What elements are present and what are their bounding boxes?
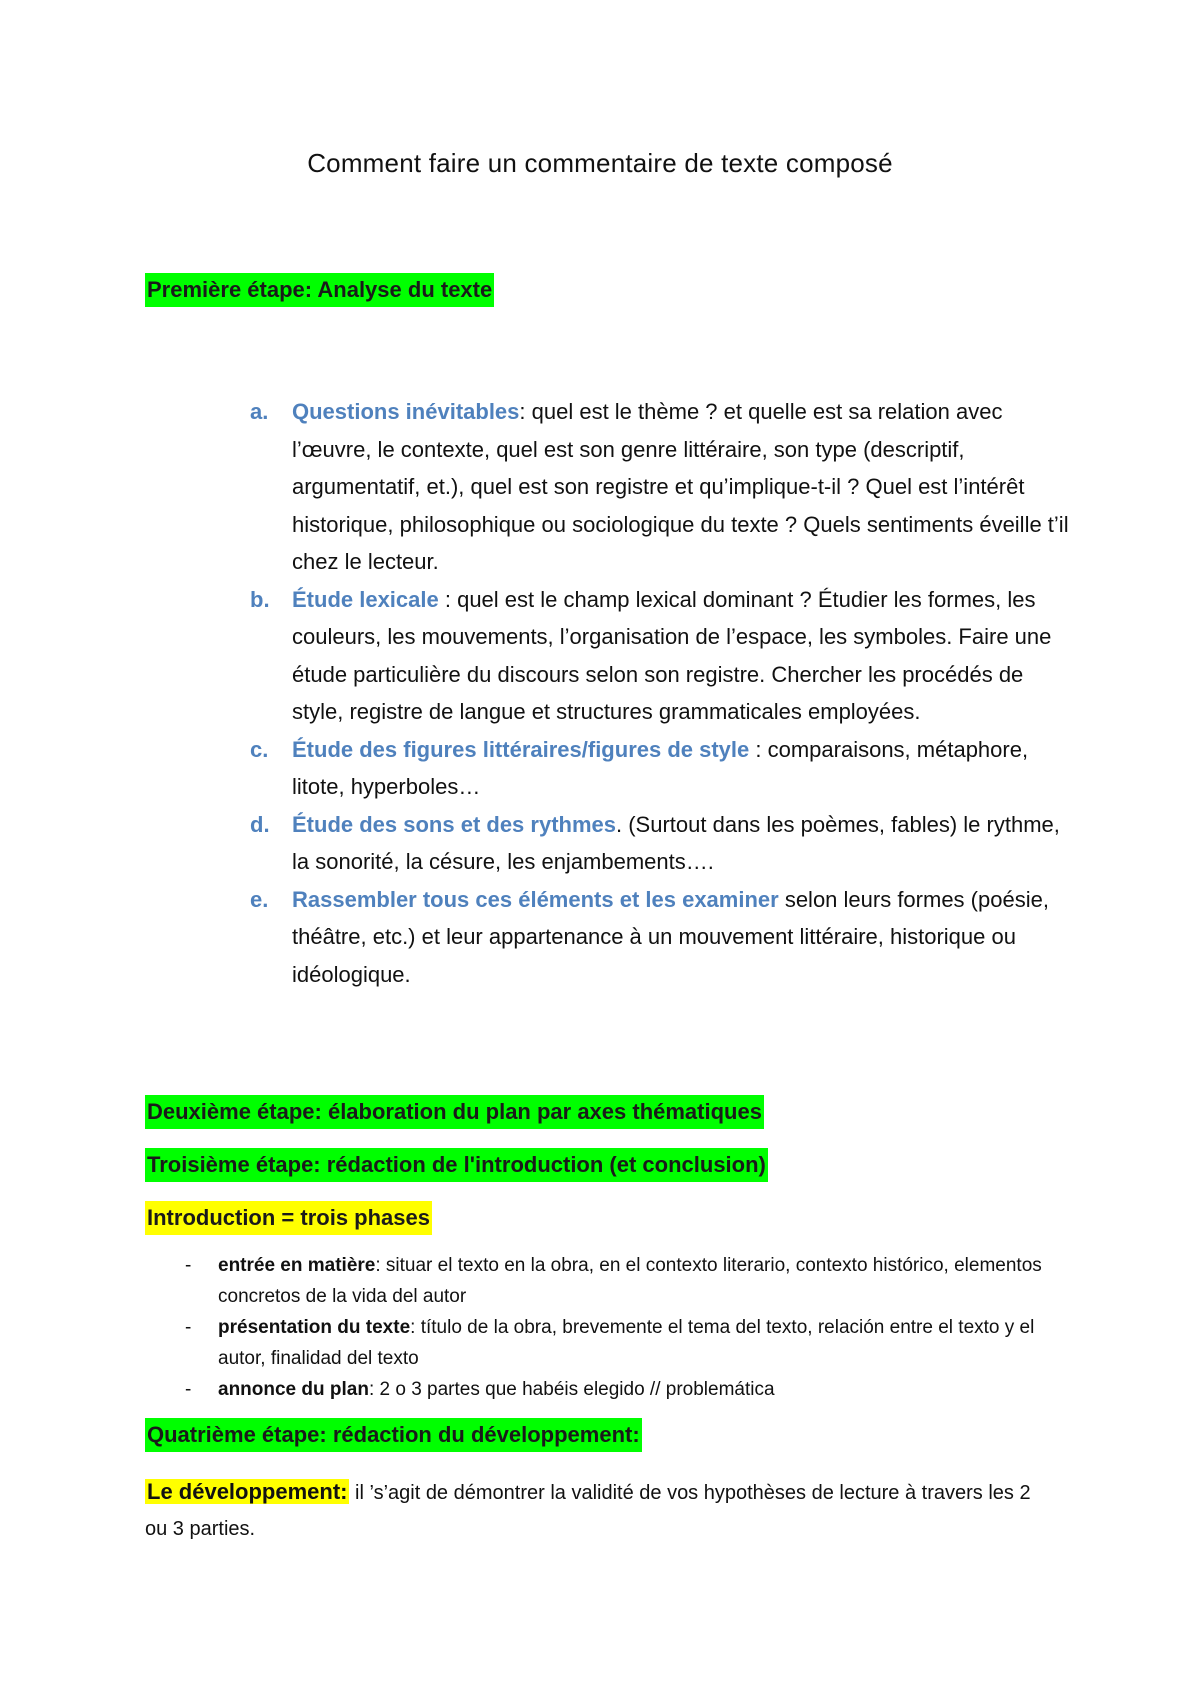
- intro-phase-text: : situar el texto en la obra, en el contexto literario, contexto histórico, elementos concretos de la vida del autor: [218, 1255, 1042, 1307]
- list-marker: d.: [250, 811, 270, 837]
- analysis-item-lead: Étude des sons et des rythmes: [292, 811, 616, 837]
- heading-step-3: [145, 1148, 768, 1182]
- list-marker: e.: [250, 886, 269, 912]
- document-title: Comment faire un commentaire de texte composé: [307, 148, 893, 178]
- intro-phase-item: [185, 1250, 1065, 1312]
- list-marker: b.: [250, 586, 270, 612]
- intro-phase-lead: présentation du texte: [218, 1317, 411, 1338]
- analysis-item-d: [250, 806, 1070, 881]
- analysis-item-text: : quel est le thème ? et quelle est sa relation avec l’œuvre, le contexte, quel est son genre littéraire, son type (descriptif, argumentatif, et.), quel est son registre et qu’implique-t-il ? Quel est l’intérêt historique, philosophique ou sociologique du texte ? Quels sentiments éveille t’il chez le lecteur.: [292, 399, 1069, 574]
- intro-phase-item: [185, 1374, 1065, 1405]
- heading-step-4-text: Quatrième étape: rédaction du développement:: [145, 1418, 642, 1452]
- analysis-item-lead: Étude lexicale: [292, 586, 439, 612]
- heading-step-4: [145, 1418, 642, 1452]
- analysis-item-lead: Rassembler tous ces éléments et les examiner: [292, 886, 779, 912]
- heading-step-2-text: Deuxième étape: élaboration du plan par axes thématiques: [145, 1095, 764, 1129]
- list-marker: c.: [250, 736, 269, 762]
- analysis-item-c: [250, 731, 1070, 806]
- intro-phase-text: : 2 o 3 partes que habéis elegido // problemática: [368, 1379, 775, 1400]
- analysis-item-e: [250, 881, 1070, 994]
- list-marker: a.: [250, 399, 269, 424]
- introduction-phases-list: [185, 1250, 1065, 1405]
- analysis-item-b: [250, 581, 1070, 731]
- list-dash: -: [185, 1379, 192, 1400]
- intro-phase-item: [185, 1312, 1065, 1374]
- analysis-item-a: [250, 393, 1070, 581]
- heading-step-1: [145, 273, 494, 307]
- intro-phase-lead: annonce du plan: [218, 1379, 369, 1400]
- analysis-list: [250, 393, 1070, 993]
- heading-introduction: [145, 1201, 432, 1235]
- analysis-item-text: : comparaisons, métaphore, litote, hyperboles…: [292, 736, 1029, 799]
- analysis-item-text: selon leurs formes (poésie, théâtre, etc.) et leur appartenance à un mouvement littéraire, historique ou idéologique.: [292, 886, 1049, 987]
- analysis-item-text: : quel est le champ lexical dominant ? Étudier les formes, les couleurs, les mouvements, l’organisation de l’espace, les symboles. Faire une étude particulière du discours selon son registre. Chercher les procédés de style, registre de langue et structures grammaticales employées.: [292, 586, 1052, 724]
- heading-step-2: [145, 1095, 764, 1129]
- heading-introduction-text: Introduction = trois phases: [145, 1201, 432, 1235]
- analysis-item-text: . (Surtout dans les poèmes, fables) le rythme, la sonorité, la césure, les enjambements….: [292, 811, 1060, 874]
- list-dash: -: [185, 1317, 192, 1338]
- analysis-item-lead: Étude des figures littéraires/figures de style: [292, 736, 750, 762]
- intro-phase-text: : título de la obra, brevemente el tema del texto, relación entre el texto y el autor, finalidad del texto: [218, 1317, 1035, 1369]
- heading-step-3-text: Troisième étape: rédaction de l'introduction (et conclusion): [145, 1148, 768, 1182]
- development-paragraph: [145, 1474, 1045, 1547]
- analysis-item-lead: Questions inévitables: [292, 399, 520, 424]
- development-text: il ’s’agit de démontrer la validité de vos hypothèses de lecture à travers les 2 ou 3 parties.: [145, 1482, 1031, 1540]
- intro-phase-lead: entrée en matière: [218, 1255, 376, 1276]
- heading-step-1-text: Première étape: Analyse du texte: [145, 273, 494, 307]
- development-lead: Le développement:: [147, 1479, 348, 1504]
- list-dash: -: [185, 1255, 192, 1276]
